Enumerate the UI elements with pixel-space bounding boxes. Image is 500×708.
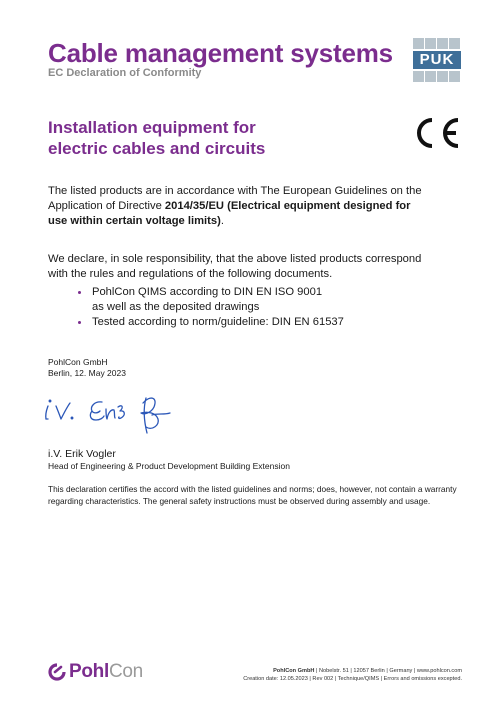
place-date: Berlin, 12. May 2023: [48, 368, 126, 378]
paragraph-end: .: [220, 215, 224, 227]
footer-line-2: Creation date: 12.05.2023 | Rev 002 | Technique/QIMS | Errors and omissions excepted.: [243, 676, 462, 682]
footer-company: PohlCon GmbH: [273, 668, 315, 674]
footer-address: | Nobelstr. 51 | 12057 Berlin | Germany | www.pohlcon.com: [314, 668, 462, 674]
list-item-line: PohlCon QIMS according to DIN EN ISO 9001: [92, 286, 323, 298]
product-heading: [48, 117, 368, 159]
list-item-line: as well as the deposited drawings: [92, 301, 260, 313]
directive-reference: 2014/35/EU (Electrical equipment designed for use within certain voltage limits): [48, 200, 411, 227]
signer-name: i.V. Erik Vogler: [48, 448, 116, 460]
company-name: PohlCon GmbH: [48, 357, 108, 367]
disclaimer-text: This declaration certifies the accord with the listed guidelines and norms; does, however, not contain a warranty regarding characteristics. The general safety instructions must be observed during assembly and usage.: [48, 484, 457, 506]
list-item: [78, 315, 438, 330]
documents-list: [78, 285, 438, 330]
document-title: Cable management systems: [48, 38, 393, 68]
pohlcon-logo: [48, 660, 143, 684]
pohlcon-mark-icon: [48, 663, 66, 681]
paragraph-text: The listed products are in accordance with The European Guidelines on the Application of Directive: [48, 185, 422, 212]
declaration-paragraph: We declare, in sole responsibility, that the above listed products correspond with the rules and regulations of the following documents.: [48, 253, 422, 280]
document-subtitle: EC Declaration of Conformity: [48, 67, 202, 79]
puk-logo: [413, 38, 461, 82]
footer-line-1: [200, 667, 462, 675]
list-item: [78, 285, 438, 315]
brand-pohl: Pohl: [69, 661, 109, 682]
brand-con: Con: [108, 661, 143, 682]
list-item-line: Tested according to norm/guideline: DIN EN 61537: [92, 316, 344, 328]
conformity-paragraph: [48, 184, 428, 229]
ce-mark-icon: [410, 116, 462, 150]
handwritten-signature: [40, 385, 200, 455]
brand-wordmark: [69, 661, 143, 683]
logo-text: PUK: [413, 51, 461, 69]
heading-line-1: Installation equipment for: [48, 118, 256, 137]
heading-line-2: electric cables and circuits: [48, 139, 266, 158]
footer-info: [200, 667, 462, 683]
signer-role: Head of Engineering & Product Development Building Extension: [48, 461, 290, 471]
